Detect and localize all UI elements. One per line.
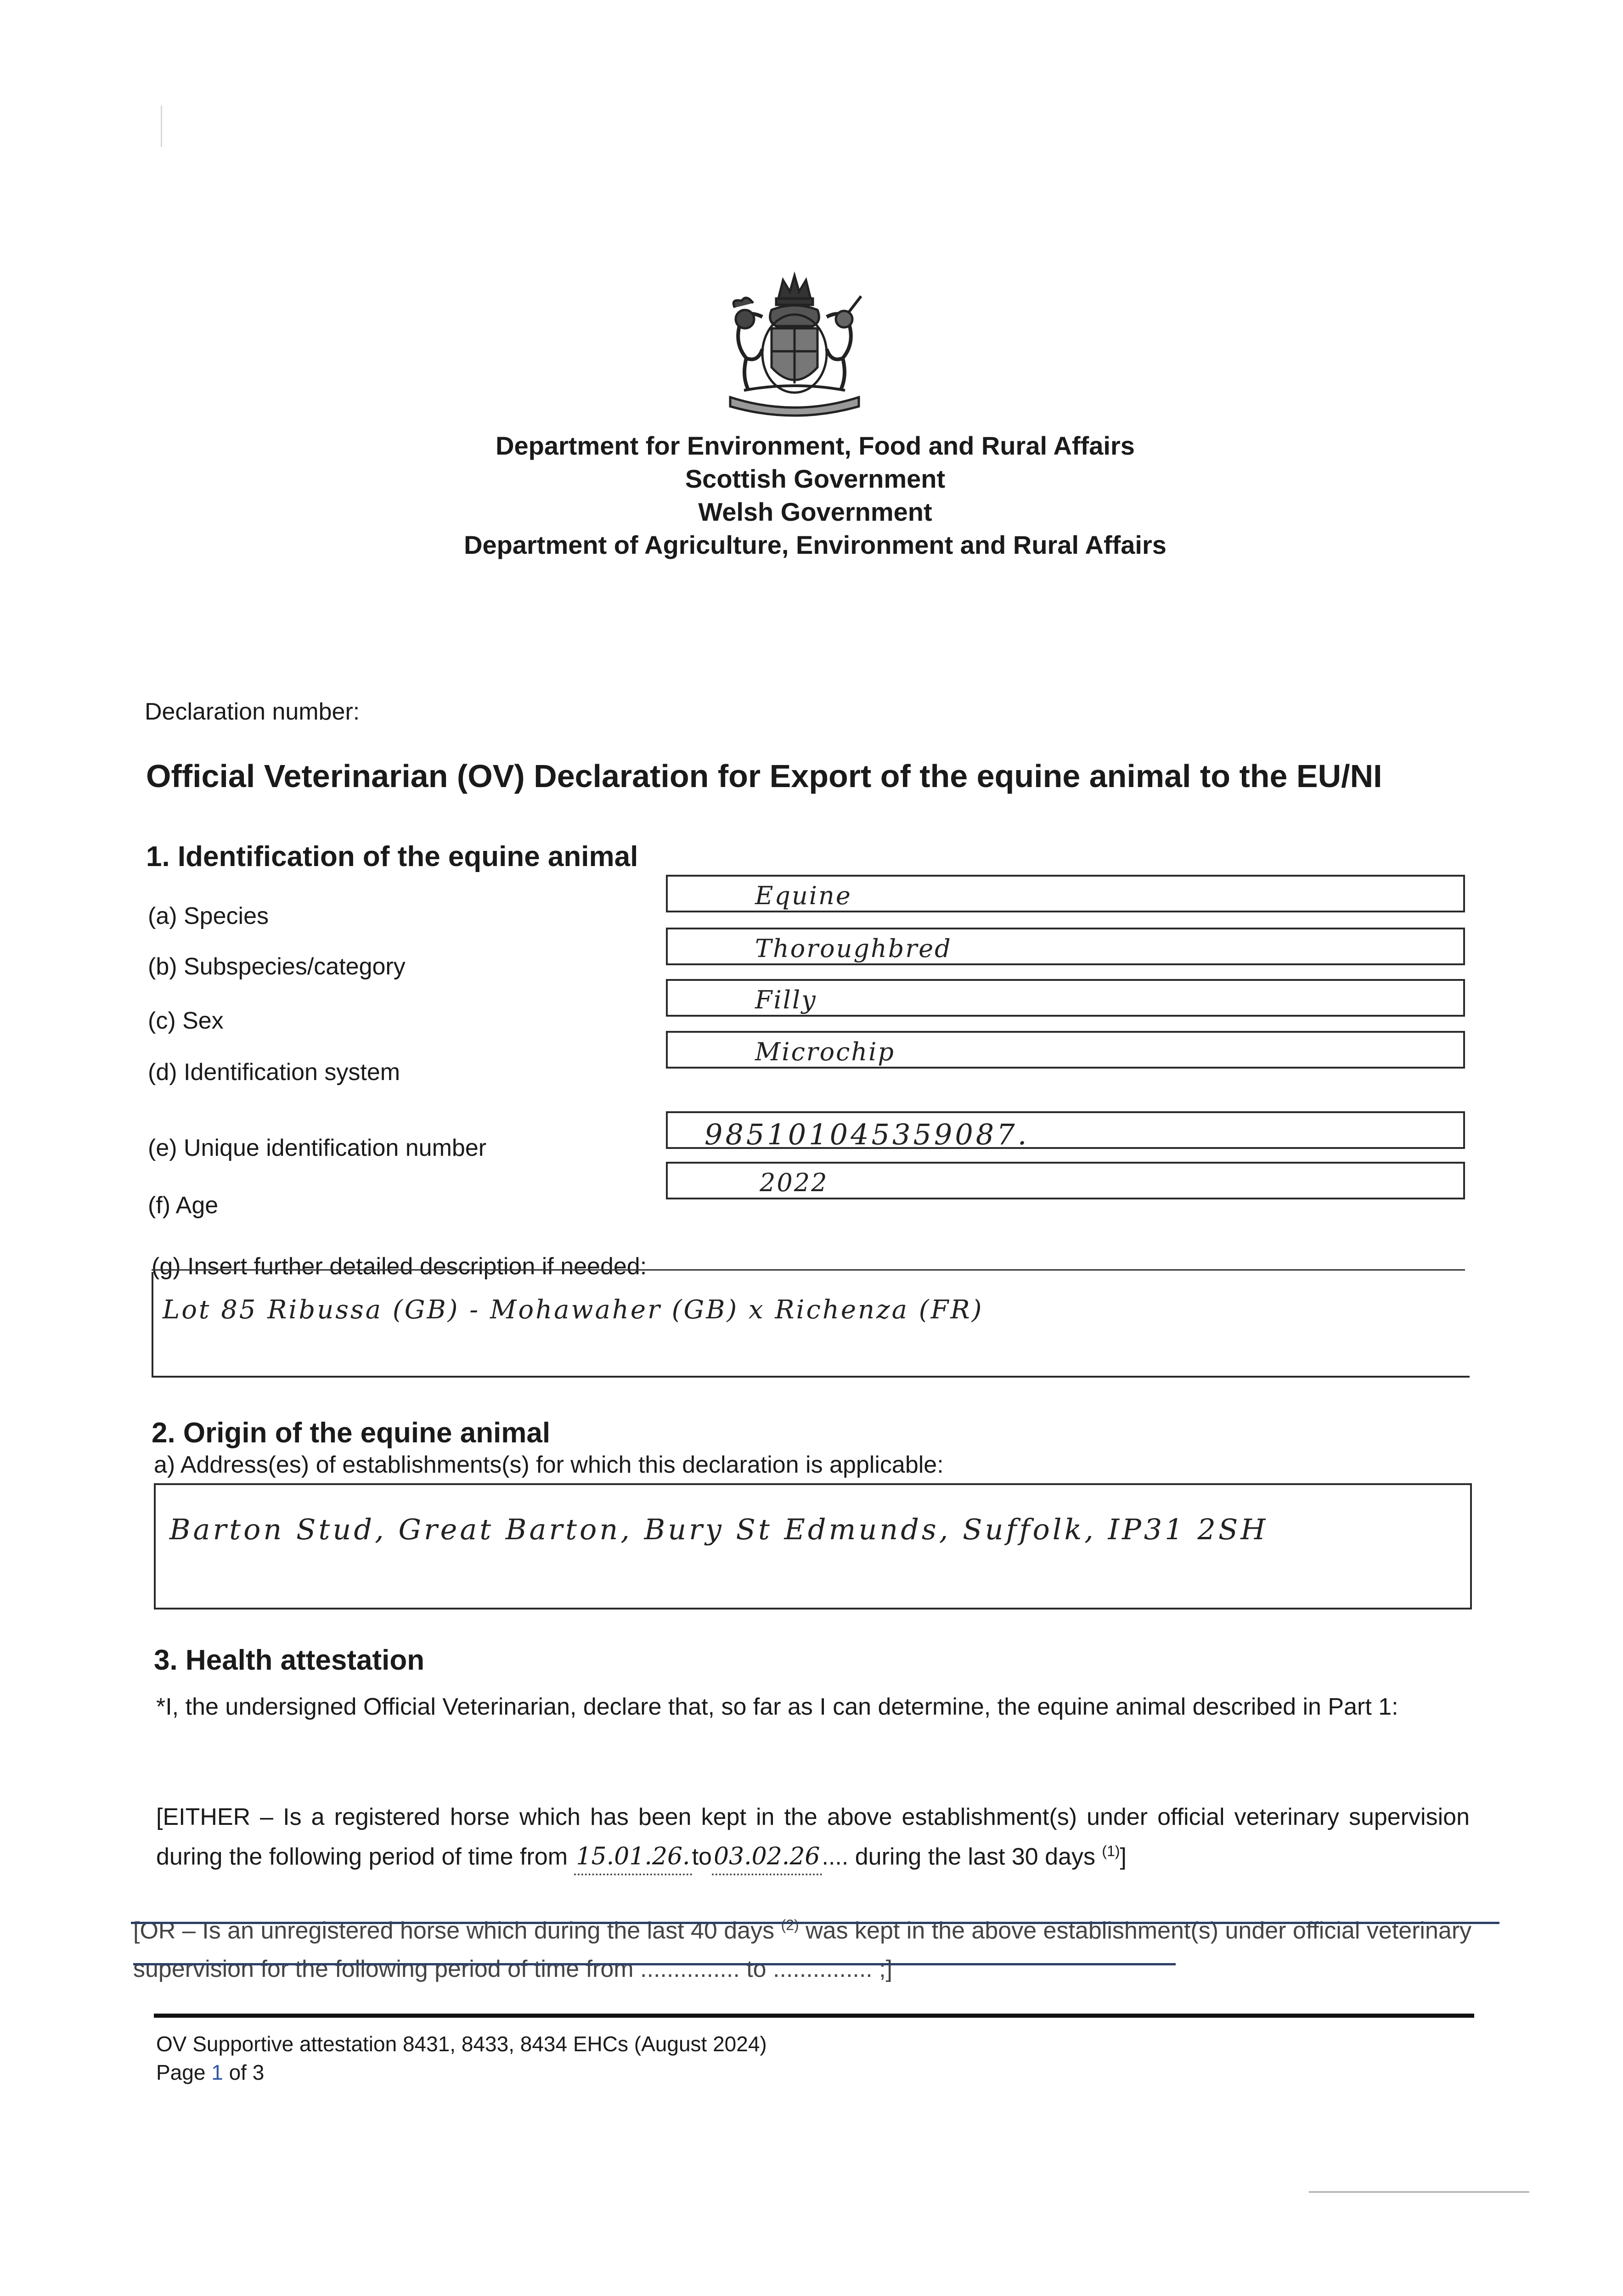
strikethrough-line-2 xyxy=(133,1963,1176,1965)
strikethrough-line-1 xyxy=(131,1922,1499,1924)
either-close-bracket: ] xyxy=(1120,1843,1127,1870)
footer-attestation-ref: OV Supportive attestation 8431, 8433, 8434 EHCs (August 2024) xyxy=(156,2032,767,2056)
department-scottish-government: Scottish Government xyxy=(685,464,946,493)
or-text: [OR – Is an unregistered horse which during the last 40 days xyxy=(133,1917,775,1944)
department-daera: Department of Agriculture, Environment and Rural Affairs xyxy=(464,530,1167,559)
age-label: (f) Age xyxy=(148,1192,219,1219)
species-value: Equine xyxy=(755,881,852,910)
to-word: to xyxy=(692,1843,712,1870)
sex-field[interactable] xyxy=(666,979,1465,1017)
footnote-1-marker: (1) xyxy=(1102,1843,1120,1859)
subspecies-label: (b) Subspecies/category xyxy=(148,953,406,980)
either-text: [EITHER – Is a registered horse which has been kept in the above establishment(s) under official veterinary supervision during the following period of time from xyxy=(156,1804,1470,1870)
species-field[interactable] xyxy=(666,875,1465,912)
royal-coat-of-arms-icon xyxy=(703,266,886,422)
section2-heading: 2. Origin of the equine animal xyxy=(152,1417,551,1449)
page-of: of xyxy=(229,2060,247,2084)
species-label: (a) Species xyxy=(148,903,269,929)
address-field[interactable] xyxy=(154,1483,1472,1609)
unique-id-label: (e) Unique identification number xyxy=(148,1135,487,1161)
unique-id-value: 985101045359087. xyxy=(704,1118,1030,1151)
department-names xyxy=(404,429,1226,562)
page-indicator xyxy=(156,2058,767,2087)
section1-heading: 1. Identification of the equine animal xyxy=(146,841,638,872)
department-welsh-government: Welsh Government xyxy=(698,497,932,526)
scan-mark xyxy=(161,106,162,147)
department-defra: Department for Environment, Food and Rural Affairs xyxy=(496,431,1135,460)
description-value: Lot 85 Ribussa (GB) - Mohawaher (GB) x Richenza (FR) xyxy=(163,1295,984,1325)
age-field[interactable] xyxy=(666,1162,1465,1199)
address-value: Barton Stud, Great Barton, Bury St Edmunds, Suffolk, IP31 2SH xyxy=(169,1513,1268,1546)
scan-mark-bottom xyxy=(1309,2191,1529,2193)
identification-system-label: (d) Identification system xyxy=(148,1059,400,1086)
divider xyxy=(152,1269,1465,1271)
footer-divider xyxy=(154,2014,1474,2018)
age-value: 2022 xyxy=(760,1168,828,1197)
footnote-2-marker: (2) xyxy=(781,1917,799,1933)
identification-system-field[interactable] xyxy=(666,1031,1465,1069)
sex-value: Filly xyxy=(755,985,817,1014)
form-title: Official Veterinarian (OV) Declaration for Export of the equine animal to the EU/NI xyxy=(146,758,1382,794)
unique-id-field[interactable] xyxy=(666,1111,1465,1149)
either-statement xyxy=(156,1800,1470,1875)
from-date-field[interactable]: 15.01.26. xyxy=(574,1840,692,1875)
address-label: a) Address(es) of establishments(s) for which this declaration is applicable: xyxy=(154,1452,944,1478)
or-text-cont: was kept in the above establishment(s) under official veterinary supervision for the following period of time from ............... to ............... ;] xyxy=(133,1917,1472,1983)
description-label: (g) Insert further detailed description if needed: xyxy=(152,1253,647,1280)
page-number: 1 xyxy=(211,2060,223,2084)
or-statement-struck xyxy=(133,1906,1506,1988)
declaration-number-label: Declaration number: xyxy=(145,698,360,725)
health-intro: *I, the undersigned Official Veterinarian, declare that, so far as I can determine, the equine animal described in Part 1: xyxy=(156,1694,1398,1720)
footer xyxy=(156,2030,767,2087)
sex-label: (c) Sex xyxy=(148,1007,224,1034)
to-date-field[interactable]: 03.02.26 xyxy=(712,1840,822,1875)
description-field[interactable] xyxy=(152,1272,1470,1378)
identification-system-value: Microchip xyxy=(755,1037,895,1066)
either-text-end: .... during the last 30 days xyxy=(822,1843,1095,1870)
section3-heading: 3. Health attestation xyxy=(154,1644,425,1676)
page-prefix: Page xyxy=(156,2060,206,2084)
subspecies-value: Thoroughbred xyxy=(755,934,952,963)
subspecies-field[interactable] xyxy=(666,928,1465,965)
page-total: 3 xyxy=(252,2060,265,2084)
